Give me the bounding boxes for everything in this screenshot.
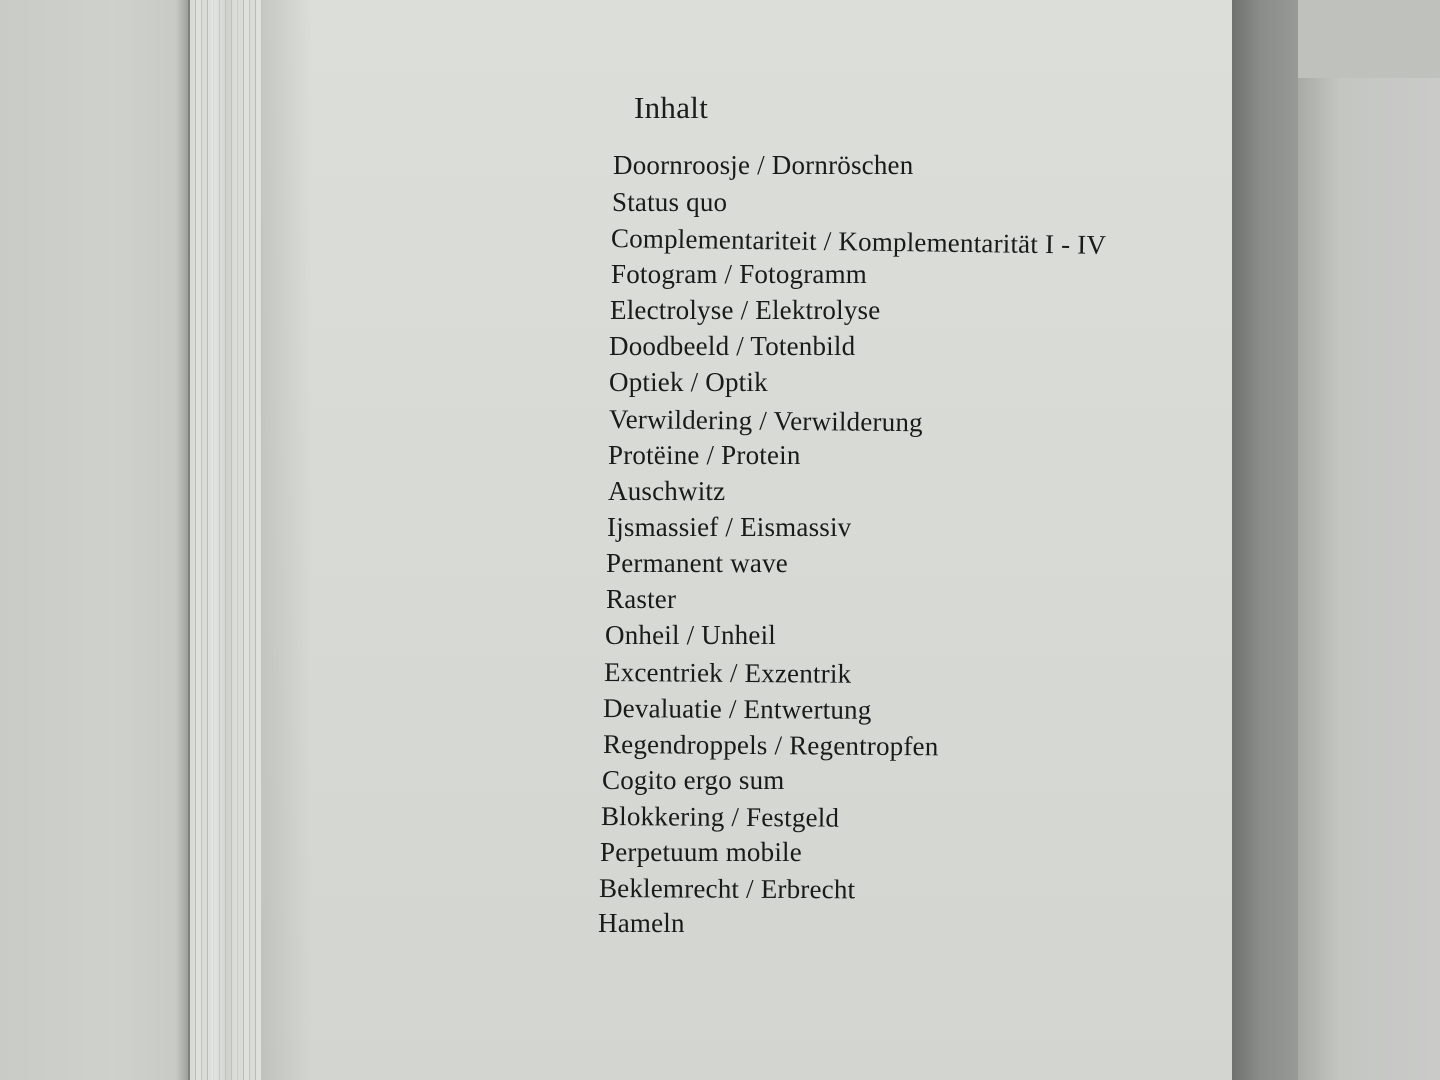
- toc-entry: Verwildering / Verwilderung: [608, 404, 923, 438]
- page-edges-shade: [212, 0, 240, 1080]
- contents-heading: Inhalt: [634, 90, 709, 125]
- toc-entry: Hameln: [598, 908, 685, 938]
- toc-entry: Onheil / Unheil: [605, 620, 776, 650]
- toc-entry: Doornroosje / Dornröschen: [613, 150, 914, 180]
- toc-entry: Cogito ergo sum: [602, 765, 785, 795]
- toc-entry: Auschwitz: [608, 476, 726, 506]
- toc-entry: Blokkering / Festgeld: [600, 801, 840, 833]
- toc-entry: Raster: [606, 584, 677, 614]
- toc-entry: Status quo: [612, 187, 728, 217]
- toc-entry: Complementariteit / Komplementarität I - IV: [610, 223, 1107, 260]
- adjacent-book: [1298, 0, 1440, 1080]
- adjacent-book-top: [1298, 0, 1440, 78]
- toc-entry: Doodbeeld / Totenbild: [609, 331, 856, 361]
- toc-entry: Optiek / Optik: [609, 367, 768, 397]
- toc-entry: Excentriek / Exzentrik: [603, 657, 852, 689]
- toc-entry: Devaluatie / Entwertung: [602, 693, 872, 725]
- toc-entry: Fotogram / Fotogramm: [611, 259, 867, 289]
- book-edge-shadow: [1232, 0, 1302, 1080]
- toc-entry: Permanent wave: [606, 548, 788, 578]
- toc-entry: Protëine / Protein: [608, 440, 801, 470]
- toc-entry: Perpetuum mobile: [600, 837, 802, 867]
- toc-entry: Electrolyse / Elektrolyse: [610, 295, 881, 325]
- toc-entry: Beklemrecht / Erbrecht: [598, 873, 856, 905]
- left-page: [0, 0, 188, 1080]
- toc-entry: Regendroppels / Regentropfen: [602, 729, 939, 762]
- toc-entry: Ijsmassief / Eismassiv: [607, 512, 852, 542]
